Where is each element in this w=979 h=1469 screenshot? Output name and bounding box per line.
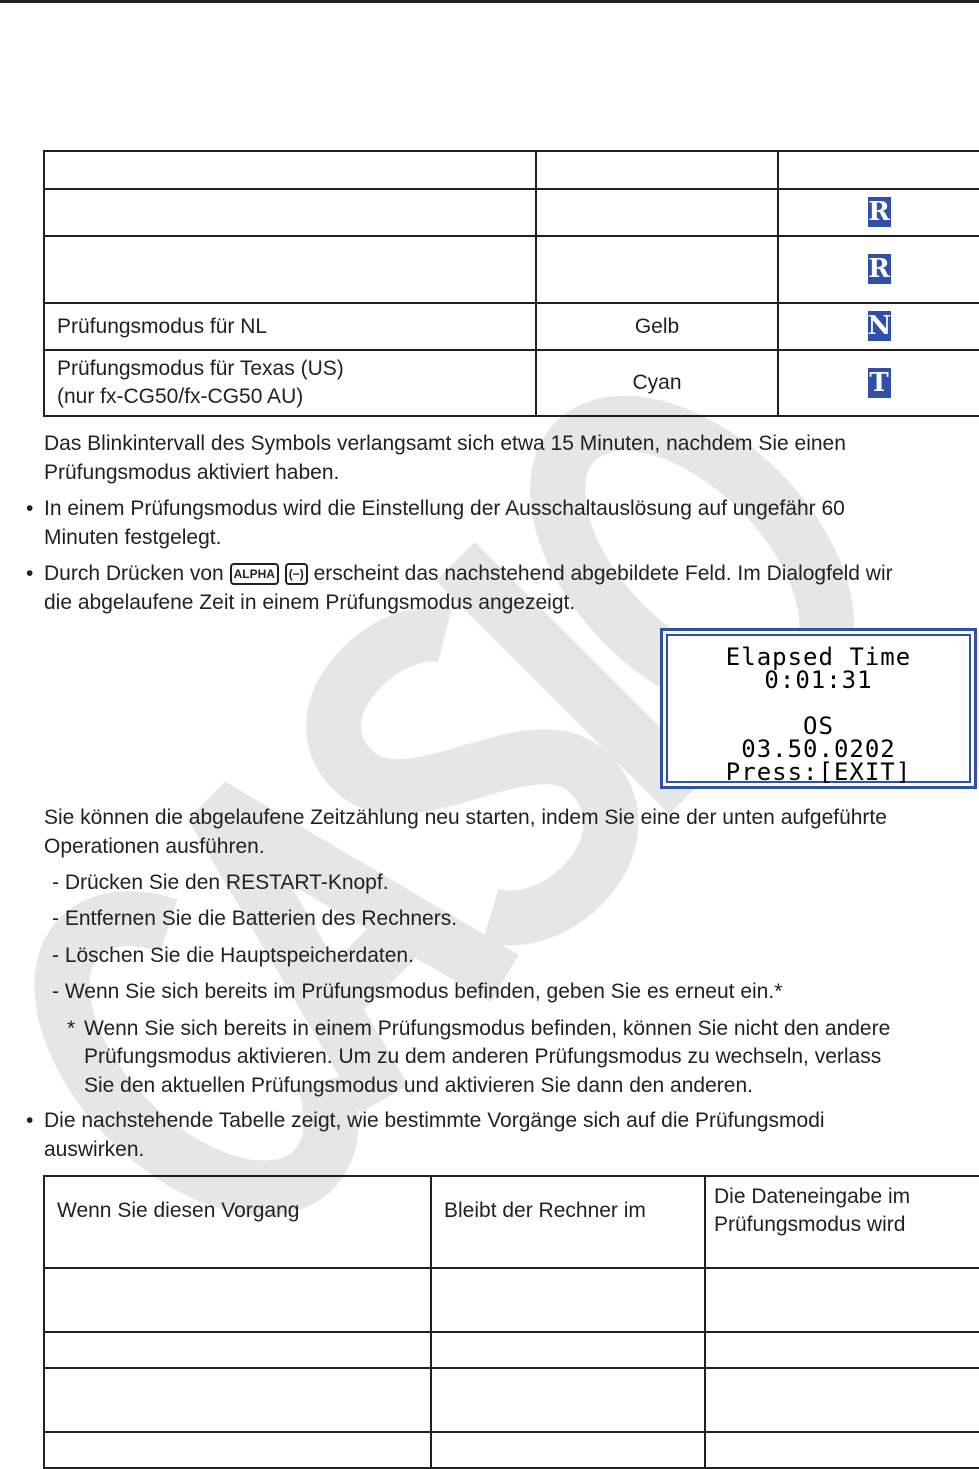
table-row: [44, 1368, 979, 1432]
dash-item: - Löschen Sie die Hauptspeicherdaten.: [52, 944, 414, 967]
paragraph: Operationen ausführen.: [44, 835, 265, 858]
header-cell: [705, 1176, 979, 1268]
table-row: [44, 1332, 979, 1368]
bullet: •: [26, 562, 34, 585]
text: Durch Drücken von: [44, 562, 224, 585]
cell: [431, 1268, 705, 1332]
exam-r-icon: R: [868, 254, 890, 284]
cell: [44, 151, 536, 189]
cell: [536, 236, 778, 303]
note-asterisk: *: [67, 1017, 76, 1040]
top-rule: [0, 0, 979, 3]
color-cell: Gelb: [536, 303, 778, 350]
cell: [705, 1368, 979, 1432]
cell: [778, 350, 979, 416]
mode-cell: [44, 350, 536, 416]
screen-line: 03.50.0202: [741, 735, 896, 763]
calculator-screen: [660, 628, 977, 789]
cell: [536, 189, 778, 236]
cell: [778, 303, 979, 350]
note: Wenn Sie sich bereits in einem Prüfungsmodus befinden, können Sie nicht den andere: [84, 1017, 891, 1040]
paragraph: Die nachstehende Tabelle zeigt, wie bestimmte Vorgänge sich auf die Prüfungsmodi: [44, 1109, 825, 1132]
text: Löschen Sie die Hauptspeicherdaten.: [64, 944, 414, 967]
dash-item: - Wenn Sie sich bereits im Prüfungsmodus befinden, geben Sie es erneut ein.*: [52, 980, 783, 1003]
text: Prüfungsmodus wird: [714, 1213, 906, 1236]
header-cell: Wenn Sie diesen Vorgang: [44, 1176, 431, 1268]
cell: [44, 1432, 431, 1468]
cell: [44, 1368, 431, 1432]
header-cell: Bleibt der Rechner im: [431, 1176, 705, 1268]
text: erscheint das nachstehend abgebildete Feld. Im Dialogfeld wir: [313, 562, 893, 585]
cell: [44, 1332, 431, 1368]
dash-item: - Drücken Sie den RESTART-Knopf.: [52, 871, 389, 894]
paragraph: Minuten festgelegt.: [44, 526, 222, 549]
cell: [44, 1268, 431, 1332]
cell: [705, 1432, 979, 1468]
alpha-key-icon: ALPHA: [230, 563, 279, 585]
paragraph: die abgelaufene Zeit in einem Prüfungsmodus angezeigt.: [44, 591, 576, 614]
table-row: [44, 1268, 979, 1332]
paragraph: auswirken.: [44, 1138, 145, 1161]
cell: [778, 189, 979, 236]
text: Wenn Sie sich bereits im Prüfungsmodus befinden, geben Sie es erneut ein.*: [64, 980, 783, 1003]
dash-item: - Entfernen Sie die Batterien des Rechners.: [52, 907, 458, 930]
cell: [705, 1268, 979, 1332]
table-row: [44, 151, 979, 189]
cell: [778, 151, 979, 189]
operations-table: [43, 1175, 979, 1469]
paragraph: [44, 560, 893, 588]
paragraph: In einem Prüfungsmodus wird die Einstellung der Ausschaltauslösung auf ungefähr 60: [44, 497, 845, 520]
note: Prüfungsmodus aktivieren. Um zu dem anderen Prüfungsmodus zu wechseln, verlass: [84, 1045, 882, 1068]
table-row: [44, 303, 979, 350]
table-row: [44, 1432, 979, 1468]
table-row: [44, 189, 979, 236]
exam-n-icon: N: [867, 311, 892, 341]
exam-t-icon: T: [869, 367, 889, 398]
screen-line: 0:01:31: [764, 666, 873, 694]
paragraph: Sie können die abgelaufene Zeitzählung neu starten, indem Sie eine der unten aufgeführte: [44, 806, 887, 829]
screen-line: Press:[EXIT]: [725, 758, 912, 786]
text: Drücken Sie den RESTART-Knopf.: [64, 871, 389, 894]
cell: [431, 1432, 705, 1468]
paragraph: Das Blinkintervall des Symbols verlangsamt sich etwa 15 Minuten, nachdem Sie einen: [44, 432, 846, 455]
cell: [44, 236, 536, 303]
cell: [705, 1332, 979, 1368]
cell: [431, 1368, 705, 1432]
mode-cell: Prüfungsmodus für NL: [44, 303, 536, 350]
screen-line: Elapsed Time: [725, 643, 912, 671]
table-row: [44, 236, 979, 303]
cell: [778, 236, 979, 303]
color-cell: Cyan: [536, 350, 778, 416]
header-row: [44, 1176, 979, 1268]
table-row: [44, 350, 979, 416]
screen-line: OS: [803, 712, 834, 740]
bullet: •: [26, 1109, 34, 1132]
paragraph: Prüfungsmodus aktiviert haben.: [44, 461, 340, 484]
exam-mode-table: [43, 150, 979, 417]
bullet: •: [26, 497, 34, 520]
cell: [44, 189, 536, 236]
cell: [431, 1332, 705, 1368]
mode-text: Prüfungsmodus für Texas (US): [57, 357, 344, 380]
mode-note: (nur fx-CG50/fx-CG50 AU): [57, 385, 304, 408]
text: Entfernen Sie die Batterien des Rechners.: [64, 907, 458, 930]
text: Die Dateneingabe im: [714, 1185, 911, 1208]
exam-r-icon: R: [868, 197, 890, 227]
cell: [536, 151, 778, 189]
minus-key-icon: (−): [285, 563, 308, 585]
note: Sie den aktuellen Prüfungsmodus und aktivieren Sie dann den anderen.: [84, 1074, 753, 1097]
